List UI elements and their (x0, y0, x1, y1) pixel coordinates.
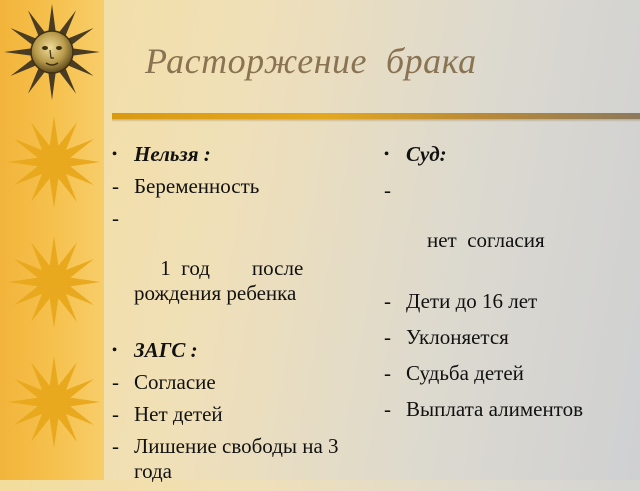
list-item-text: нет согласия (427, 228, 545, 252)
list-item-text: Судьба детей (406, 361, 524, 385)
list-item (384, 325, 634, 350)
list-item (384, 142, 634, 167)
list-item (384, 361, 634, 386)
list-item-text: Согласие (134, 370, 216, 394)
dash-marker: - (384, 361, 391, 385)
sun-icon (4, 112, 104, 212)
dash-marker: - (112, 206, 119, 230)
list-item-text: Лишение свободы на 3 года (134, 434, 339, 483)
dash-marker: - (112, 402, 119, 426)
sun-icon (4, 232, 104, 332)
list-item-text: Уклоняется (406, 325, 509, 349)
dash-marker: - (112, 434, 119, 458)
list-item (384, 178, 634, 278)
list-item-text: Выплата алиментов (406, 397, 584, 421)
list-item-text: Беременность (134, 174, 260, 198)
dash-marker: - (112, 174, 119, 198)
right-bullet-list (384, 142, 634, 433)
dash-marker: - (384, 397, 391, 421)
slide-title: Расторжение брака (145, 41, 477, 81)
bullet-marker: • (384, 147, 389, 162)
list-item-text: Дети до 16 лет (406, 289, 538, 313)
list-item (112, 370, 368, 395)
list-item (384, 289, 634, 314)
list-item (112, 174, 368, 199)
dash-marker: - (384, 178, 391, 202)
dash-marker: - (112, 370, 119, 394)
list-item (112, 434, 368, 484)
sun-face-icon (2, 2, 102, 102)
list-item-text: Нет детей (134, 402, 223, 426)
bullet-marker: • (112, 147, 117, 162)
list-item (384, 397, 634, 422)
dash-marker: - (384, 289, 391, 313)
list-item (112, 206, 368, 331)
list-item (112, 142, 368, 167)
list-item-text: 1 год после рождения ребенка (134, 256, 309, 305)
list-item-text: Суд: (406, 142, 447, 166)
list-item (112, 402, 368, 427)
list-item-text: Нельзя : (134, 142, 211, 166)
bullet-marker: • (112, 343, 117, 358)
dash-marker: - (384, 325, 391, 349)
list-item (112, 338, 368, 363)
sun-icon (4, 352, 104, 452)
left-bullet-list (112, 142, 368, 491)
list-item-text: ЗАГС : (134, 338, 198, 362)
title-divider-shadow (112, 119, 640, 122)
